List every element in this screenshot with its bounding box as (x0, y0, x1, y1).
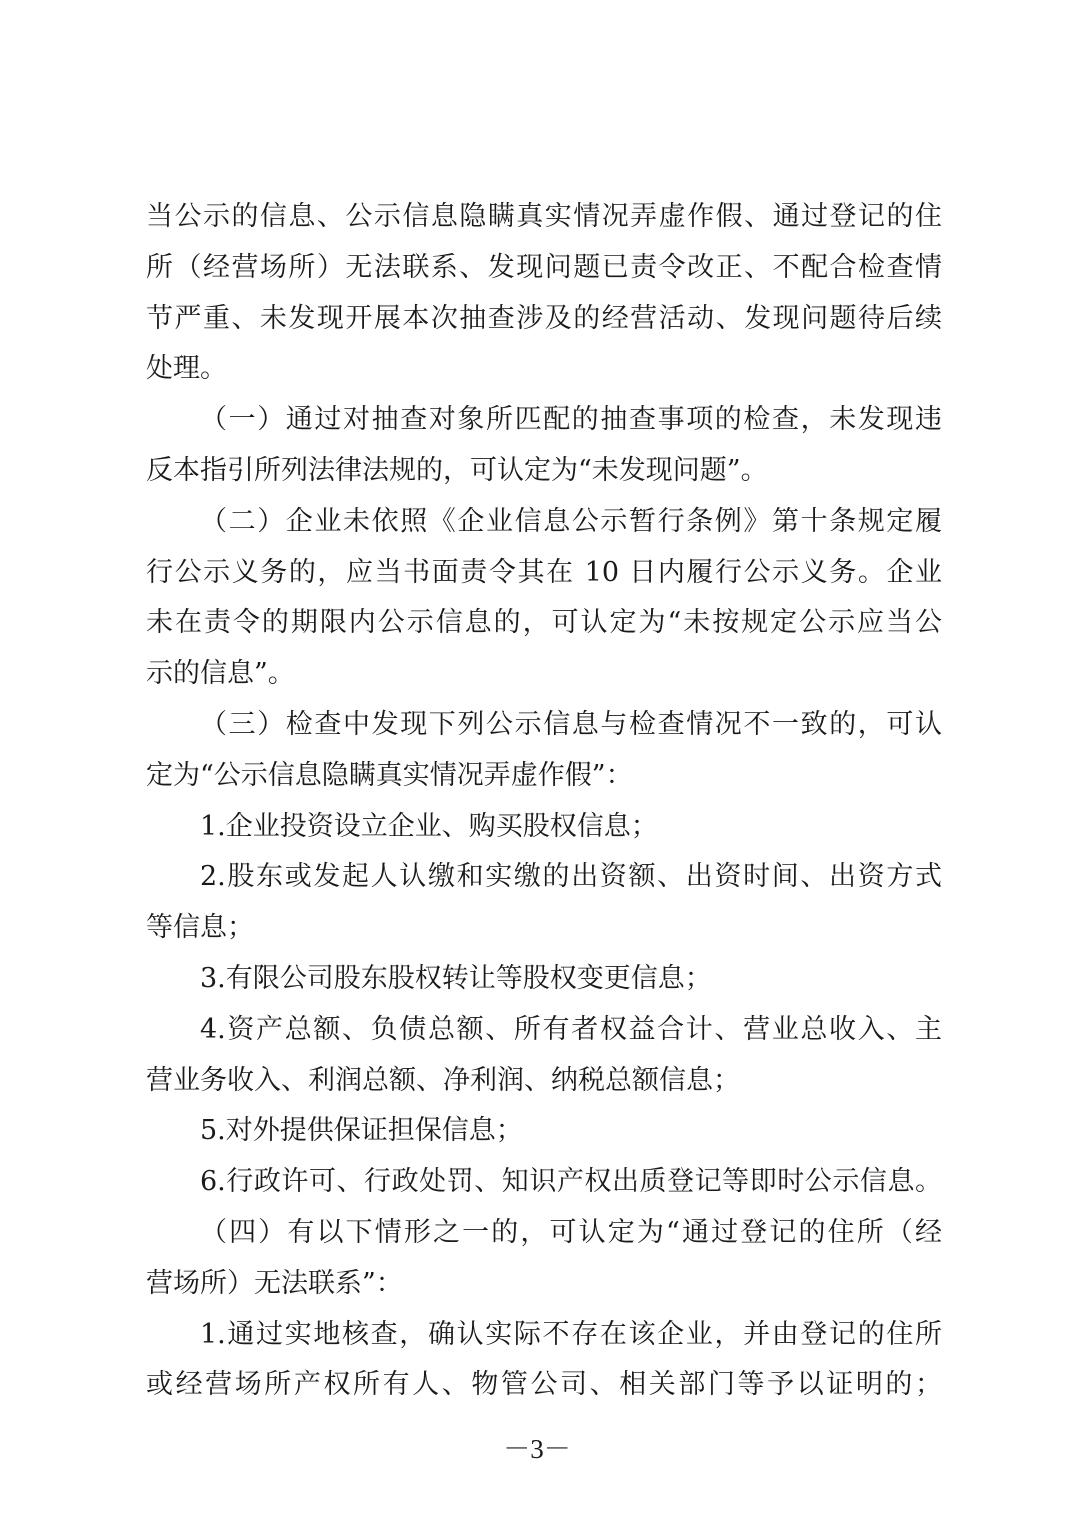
text-line: 节严重、未发现开展本次抽查涉及的经营活动、发现问题待后续 (146, 302, 942, 334)
text-line: 反本指引所列法律法规的，可认定为“未发现问题”。 (146, 454, 768, 486)
paragraph-first-line: （二）企业未依照《企业信息公示暂行条例》第十条规定履 (200, 505, 942, 537)
paragraph-first-line: （四）有以下情形之一的，可认定为“通过登记的住所（经 (200, 1216, 942, 1248)
list-item: 2.股东或发起人认缴和实缴的出资额、出资时间、出资方式 (200, 861, 942, 893)
text-line: 营场所）无法联系”： (146, 1267, 403, 1299)
paragraph-first-line: （三）检查中发现下列公示信息与检查情况不一致的，可认 (200, 708, 942, 740)
list-item: 3.有限公司股东股权转让等股权变更信息； (200, 962, 712, 994)
text-line: 行公示义务的，应当书面责令其在 10 日内履行公示义务。企业 (146, 556, 942, 588)
text-line: 营业务收入、利润总额、净利润、纳税总额信息； (146, 1064, 740, 1096)
list-item: 5.对外提供保证担保信息； (200, 1115, 523, 1147)
paragraph-first-line: （一）通过对抽查对象所匹配的抽查事项的检查，未发现违 (200, 404, 942, 436)
list-item: 6.行政许可、行政处罚、知识产权出质登记等即时公示信息。 (200, 1166, 942, 1198)
list-item: 1.通过实地核查，确认实际不存在该企业，并由登记的住所 (200, 1318, 942, 1350)
text-line: 定为“公示信息隐瞒真实情况弄虚作假”： (146, 759, 633, 791)
text-line: 所（经营场所）无法联系、发现问题已责令改正、不配合检查情 (146, 251, 942, 283)
text-line: 示的信息”。 (146, 658, 295, 690)
body-text (146, 192, 942, 1411)
text-line: 或经营场所产权所有人、物管公司、相关部门等予以证明的； (146, 1369, 942, 1401)
list-item: 4.资产总额、负债总额、所有者权益合计、营业总收入、主 (200, 1013, 942, 1045)
text-line: 处理。 (146, 353, 227, 385)
text-line: 等信息； (146, 912, 254, 944)
text-line: 当公示的信息、公示信息隐瞒真实情况弄虚作假、通过登记的住 (146, 201, 942, 232)
list-item: 1.企业投资设立企业、购买股权信息； (200, 810, 658, 842)
page-number: －3－ (503, 1434, 571, 1464)
text-line: 未在责令的期限内公示信息的，可认定为“未按规定公示应当公 (146, 607, 942, 639)
